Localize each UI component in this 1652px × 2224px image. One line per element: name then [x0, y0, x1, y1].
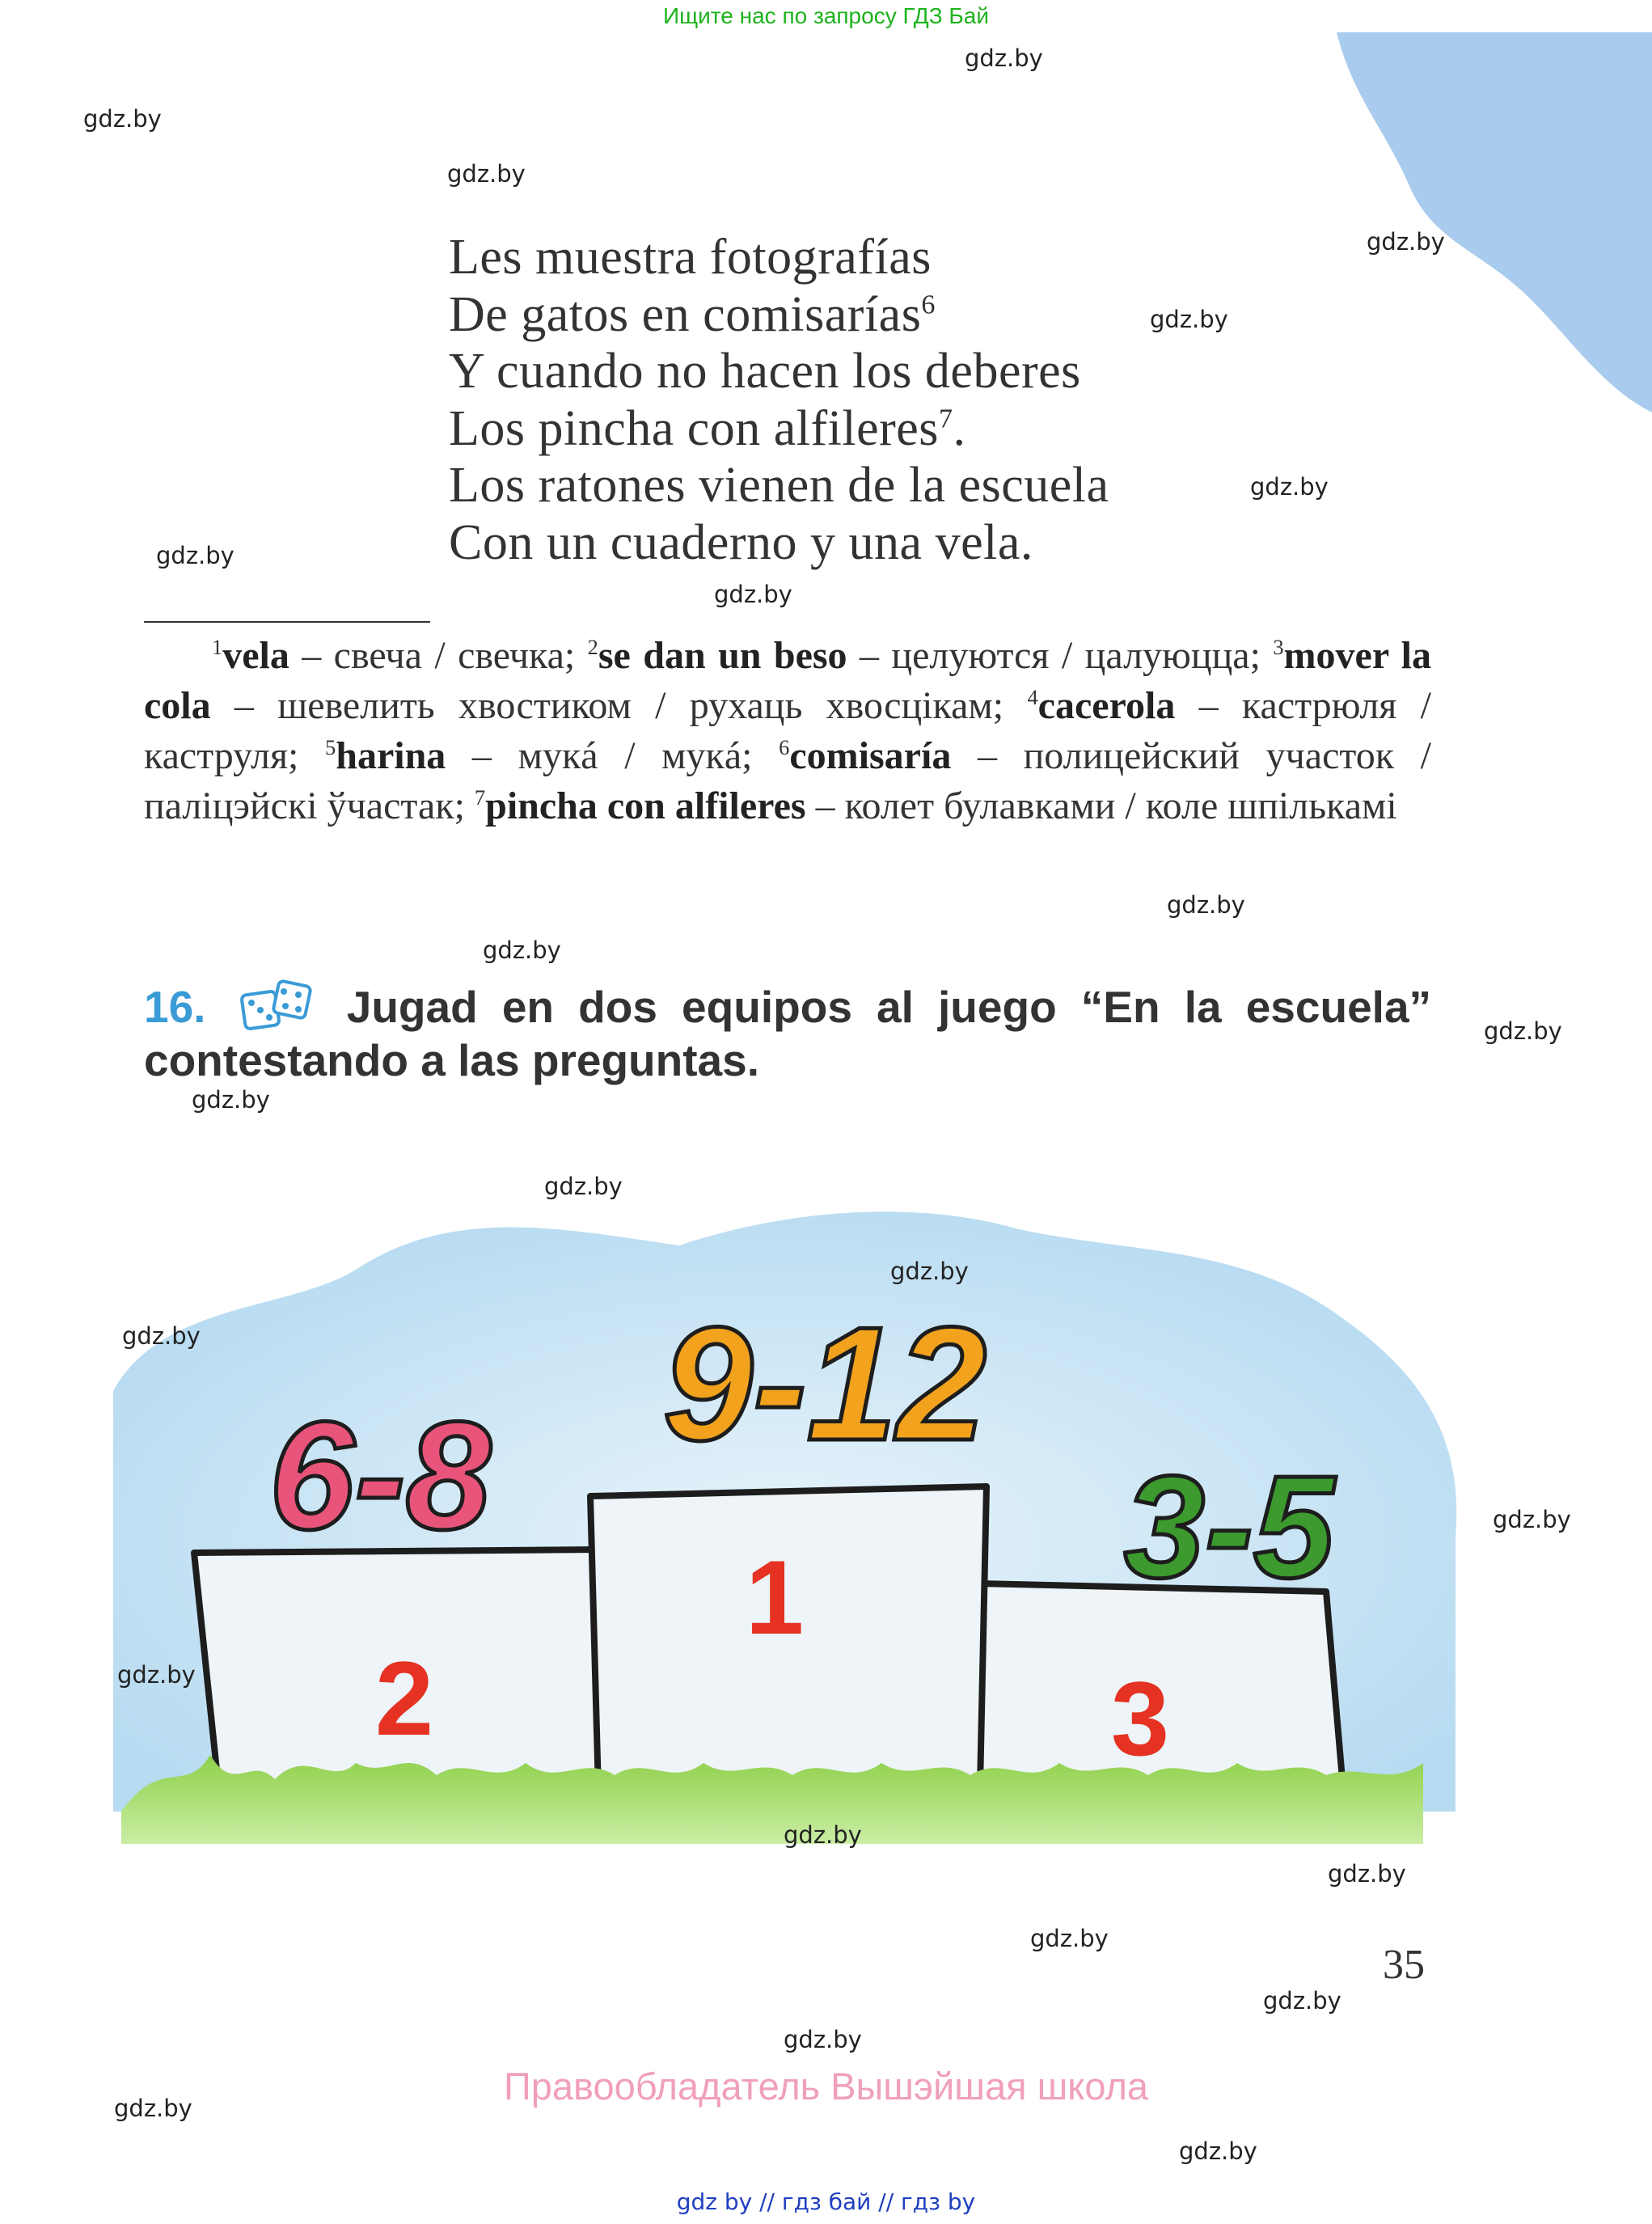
watermark: gdz.by — [1030, 1925, 1109, 1952]
footnote-divider — [144, 621, 430, 623]
watermark: gdz.by — [784, 1821, 862, 1849]
footnote-ref: 7 — [938, 403, 953, 433]
footnote: $^4$cacerola – кастрюля / каструля; — [144, 684, 1432, 777]
poem-line: Y cuando no hacen los deberes — [449, 344, 1081, 399]
poem — [449, 229, 1109, 571]
watermark: gdz.by — [122, 1322, 201, 1350]
poem-line: Con un cuaderno y una vela. — [449, 514, 1033, 570]
footnote: $^1$vela – свеча / свечка; — [212, 634, 588, 677]
top-banner[interactable]: Ищите нас по запросу ГДЗ Бай — [662, 3, 990, 28]
watermark: gdz.by — [192, 1086, 270, 1114]
watermark: gdz.by — [544, 1173, 623, 1200]
exercise-heading — [144, 979, 1431, 1087]
watermark: gdz.by — [83, 105, 162, 133]
watermark: gdz.by — [117, 1661, 196, 1689]
watermark: gdz.by — [890, 1258, 969, 1285]
page-number: 35 — [1383, 1942, 1425, 1988]
watermark: gdz.by — [114, 2095, 192, 2122]
poem-line: Les muestra fotografías — [449, 230, 932, 285]
footnote: $^2$se dan un beso – целуются / цалуюцца; — [587, 634, 1274, 677]
exercise-text: Jugad en dos equipos al juego “En la escuela” contestando a las preguntas. — [144, 982, 1432, 1085]
watermark: gdz.by — [483, 937, 561, 964]
range-label-9-12: 9-12 — [662, 1294, 987, 1474]
watermark: gdz.by — [1250, 473, 1329, 501]
watermark: gdz.by — [156, 542, 234, 569]
watermark: gdz.by — [447, 160, 526, 188]
range-label-6-8: 6-8 — [268, 1390, 492, 1562]
dice-icon — [239, 979, 315, 1032]
watermark: gdz.by — [1263, 1987, 1341, 2015]
watermark: gdz.by — [965, 44, 1043, 72]
watermark: gdz.by — [1150, 306, 1228, 333]
watermark: gdz.by — [1493, 1506, 1571, 1533]
watermark: gdz.by — [784, 2026, 862, 2053]
watermark: gdz.by — [1367, 228, 1445, 256]
blue-corner-shape — [1337, 32, 1652, 412]
exercise-number: 16. — [144, 982, 206, 1032]
footnote: $^7$pincha con alfileres – колет булавками / коле шпількамі — [474, 784, 1397, 827]
place-3-label: 3 — [1110, 1660, 1170, 1778]
watermark: gdz.by — [1167, 891, 1245, 919]
poem-line: Los pincha con alfileres$^7$. — [449, 400, 966, 456]
poem-line: Los ratones vienen de la escuela — [449, 458, 1109, 513]
footnote: $^5$harina – мукá / мукá; — [325, 734, 780, 777]
rights-holder: Правообладатель Вышэйшая школа — [503, 2065, 1149, 2108]
watermark: gdz.by — [1484, 1017, 1562, 1045]
watermark: gdz.by — [714, 581, 792, 608]
podium-illustration — [113, 1197, 1464, 1860]
footnote: $^3$mover la cola – шевелить хвостиком / рухаць хвосцікам; — [144, 634, 1432, 727]
watermark: gdz.by — [1179, 2137, 1257, 2165]
range-label-3-5: 3-5 — [1123, 1446, 1335, 1609]
poem-line: De gatos en comisarías$^6$ — [449, 286, 936, 342]
footnote-ref: 6 — [921, 289, 936, 319]
place-1-label: 1 — [745, 1538, 805, 1656]
watermark: gdz.by — [1328, 1860, 1406, 1888]
footer-links[interactable]: gdz by // гдз бай // гдз by — [676, 2188, 976, 2215]
place-2-label: 2 — [374, 1639, 434, 1757]
footnotes — [144, 631, 1431, 831]
footnote: $^6$comisaría – полицейский участок / паліцэйскі ўчастак; — [144, 734, 1432, 827]
